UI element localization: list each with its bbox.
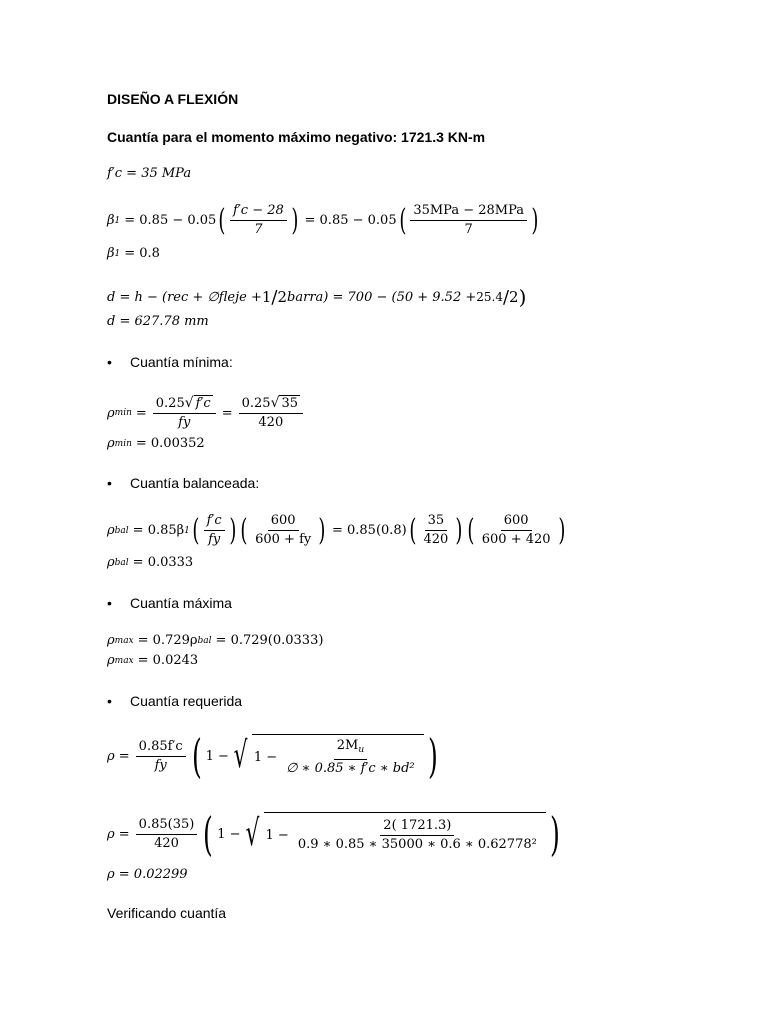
- section-subtitle: Cuantía para el momento máximo negativo: 1721.3 KN-m: [107, 129, 486, 145]
- bullet-cuantia-requerida: • Cuantía requerida: [107, 693, 243, 709]
- rho-min-frac1: 0.25 √ f′c fy: [153, 395, 216, 431]
- rho-min-frac2: 0.25 √ 35 420: [239, 395, 303, 431]
- rho-max-equation: ρ max = 0.729ρ bal = 0.729(0.0333): [107, 633, 324, 648]
- beta-part1: = 0.85 − 0.05: [124, 213, 217, 228]
- fc-equation: f′c = 35 MPa: [107, 166, 192, 181]
- beta-lhs: β: [107, 213, 115, 228]
- rho-bal-equation: ρ bal = 0.85β 1 ( $\frac{f'c}{fy}$ ) ( $\frac{600}{600 + fy}$ ) = 0.85(0.8) ( $\frac{35}{420}$ ) ( $\frac{600}{600 + 420}$ ): [107, 512, 565, 548]
- verification-text: Verificando cuantía: [107, 905, 227, 921]
- beta-frac2: $\frac{\text{35MPa − 28MPa}}{7}$: [410, 203, 527, 238]
- beta-frac1: $\frac{f'c - 28}{7}$: [230, 203, 287, 238]
- bullet-cuantia-minima: • Cuantía mínima:: [107, 354, 233, 370]
- rho-req-equation: ρ = $\frac{0.85f'c}{fy}$ ( 1 − √ 1 − $\frac{2M_u}{\text{∅ ∗ 0.85 ∗ f′c ∗ bd²}}$ ): [107, 729, 438, 783]
- rho-result: ρ = 0.02299: [107, 867, 188, 882]
- beta-sub: 1: [114, 215, 121, 226]
- beta-equation: β 1 = 0.85 − 0.05 ( $\frac{f'c - 28}{7}$ ) = 0.85 − 0.05 ( $\frac{\text{35MPa − 28MPa}}{7}$ ): [107, 202, 539, 238]
- rho-min-result: ρ min = 0.00352: [107, 436, 205, 451]
- d-result: d = 627.78 mm: [107, 314, 209, 329]
- rho-numeric-equation: ρ = $\frac{0.85(35)}{420}$ ( 1 − √ 1 − $\frac{2( 1721.3)}{\text{0.9 ∗ 0.85 ∗ 35000 ∗ 0.6 ∗ 0.62778²}}$ ): [107, 807, 560, 861]
- bullet-cuantia-balanceada: • Cuantía balanceada:: [107, 475, 260, 491]
- beta-part2: = 0.85 − 0.05: [304, 213, 397, 228]
- beta-result: β 1 = 0.8: [107, 246, 160, 261]
- rho-min-equation: ρ min = 0.25 √ f′c fy = 0.25 √ 35 420: [107, 395, 305, 431]
- d-equation: d = h − (rec + ∅fleje + 1 / 2 barra) = 700 − (50 + 9.52 + 25.4 / 2 ): [107, 285, 527, 309]
- bullet-cuantia-maxima: • Cuantía máxima: [107, 595, 232, 611]
- rho-max-result: ρ max = 0.0243: [107, 653, 199, 668]
- rho-bal-result: ρ bal = 0.0333: [107, 555, 194, 570]
- section-title: DISEÑO A FLEXIÓN: [107, 91, 239, 107]
